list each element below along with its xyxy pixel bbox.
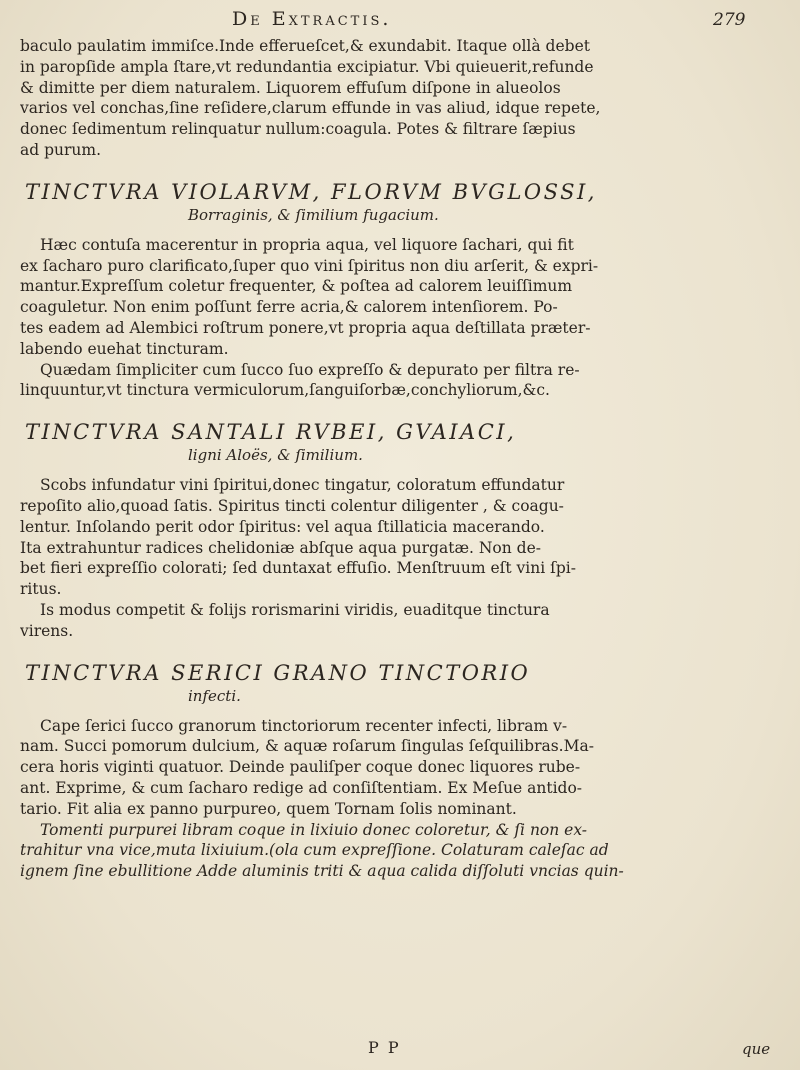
text-line: linquuntur,vt tinctura vermiculorum,ſanguiſorbæ,conchyliorum,&c. — [20, 381, 550, 400]
text-line: coaguletur. Non enim poſſunt ferre acria,& calorem intenſiorem. Po- — [20, 298, 558, 317]
spacer — [20, 161, 790, 179]
spacer — [20, 465, 790, 475]
catchword: que — [742, 1040, 771, 1058]
text-line: Ita extrahuntur radices chelidoniæ abſque aqua purgatæ. Non de- — [20, 538, 541, 557]
text-line: ex ſacharo puro clarificato,ſuper quo vini ſpiritus non diu arſerit, & expri- — [20, 256, 599, 275]
text-line: donec ſedimentum relinquatur nullum:coagula. Potes & filtrare ſæpius — [20, 120, 576, 139]
paragraph — [20, 600, 790, 642]
text-line: ad purum. — [20, 140, 102, 159]
running-title: De Extractis. — [232, 8, 392, 30]
text-line: ritus. — [20, 580, 62, 599]
spacer — [20, 706, 790, 716]
text-line: ignem ſine ebullitione Adde aluminis triti & aqua calida diſſoluti vncias quin- — [20, 862, 624, 881]
signature-mark: P P — [368, 1038, 401, 1057]
text-line: tes eadem ad Alembici roſtrum ponere,vt propria aqua deſtillata præter- — [20, 318, 591, 337]
text-line: varios vel conchas,ſine reſidere,clarum effunde in vas aliud, idque repete, — [20, 99, 601, 118]
text-line: ant. Exprime, & cum ſacharo redige ad conſiſtentiam. Ex Meſue antido- — [20, 778, 583, 797]
text-line: cera horis viginti quatuor. Deinde pauliſper coque donec liquores rube- — [20, 758, 581, 777]
text-line: labendo euehat tincturam. — [20, 339, 229, 358]
text-line: Tomenti purpurei libram coque in lixiuio donec coloretur, & ſi non ex- — [40, 820, 588, 839]
spacer — [20, 401, 790, 419]
page-number: 279 — [713, 10, 746, 30]
section-heading: TINCTVRA VIOLARVM, FLORVM BVGLOSSI, — [25, 179, 597, 204]
paragraph — [20, 820, 790, 882]
text-line: in paropſide ampla ſtare,vt redundantia excipiatur. Vbi quieuerit,refunde — [20, 57, 594, 76]
text-line: bet fieri expreſſio colorati; ſed duntaxat effuſio. Menſtruum eſt vini ſpi- — [20, 559, 576, 578]
text-line: & dimitte per diem naturalem. Liquorem effuſum diſpone in alueolos — [20, 78, 561, 97]
text-line: Scobs infundatur vini ſpiritui,donec tingatur, coloratum effundatur — [40, 476, 565, 495]
text-line: virens. — [20, 621, 74, 640]
text-line: trahitur vna vice,muta lixiuium.(ola cum expreſſione. Colaturam caleſac ad — [20, 841, 609, 860]
text-line: repoſito alio,quoad ſatis. Spiritus tincti colentur diligenter , & coagu- — [20, 496, 564, 515]
text-line: Quædam ſimpliciter cum ſucco ſuo expreſſo & depurato per filtra re- — [40, 360, 580, 379]
paragraph — [20, 360, 790, 402]
paragraph — [20, 36, 790, 161]
spacer — [20, 642, 790, 660]
section-subheading: Borraginis, & ſimilium fugacium. — [188, 205, 439, 224]
text-line: Cape ſerici ſucco granorum tinctoriorum recenter infecti, libram v- — [40, 716, 568, 735]
text-line: baculo paulatim immiſce.Inde efferueſcet,& exundabit. Itaque ollà debet — [20, 37, 590, 55]
spacer — [20, 225, 790, 235]
section-subheading: infecti. — [188, 686, 241, 705]
text-line: Is modus competit & folijs rorismarini viridis, euaditque tinctura — [40, 600, 550, 619]
section-heading: TINCTVRA SERICI GRANO TINCTORIO — [25, 660, 531, 685]
paragraph — [20, 716, 790, 820]
text-block — [20, 36, 790, 882]
section-subheading: ligni Aloës, & ſimilium. — [188, 446, 363, 465]
section-heading: TINCTVRA SANTALI RVBEI, GVAIACI, — [25, 420, 517, 445]
text-line: tario. Fit alia ex panno purpureo, quem Tornam ſolis nominant. — [20, 799, 517, 818]
text-line: lentur. Inſolando perit odor ſpiritus: vel aqua ſtillaticia macerando. — [20, 517, 545, 536]
paragraph — [20, 475, 790, 600]
text-line: nam. Succi pomorum dulcium, & aquæ roſarum ſingulas ſeſquilibras.Ma- — [20, 737, 594, 756]
paragraph — [20, 235, 790, 360]
running-head — [0, 8, 800, 38]
text-line: mantur.Expreſſum coletur frequenter, & poſtea ad calorem leuiſſimum — [20, 277, 573, 296]
text-line: Hæc contuſa macerentur in propria aqua, vel liquore ſachari, qui fit — [40, 235, 574, 254]
